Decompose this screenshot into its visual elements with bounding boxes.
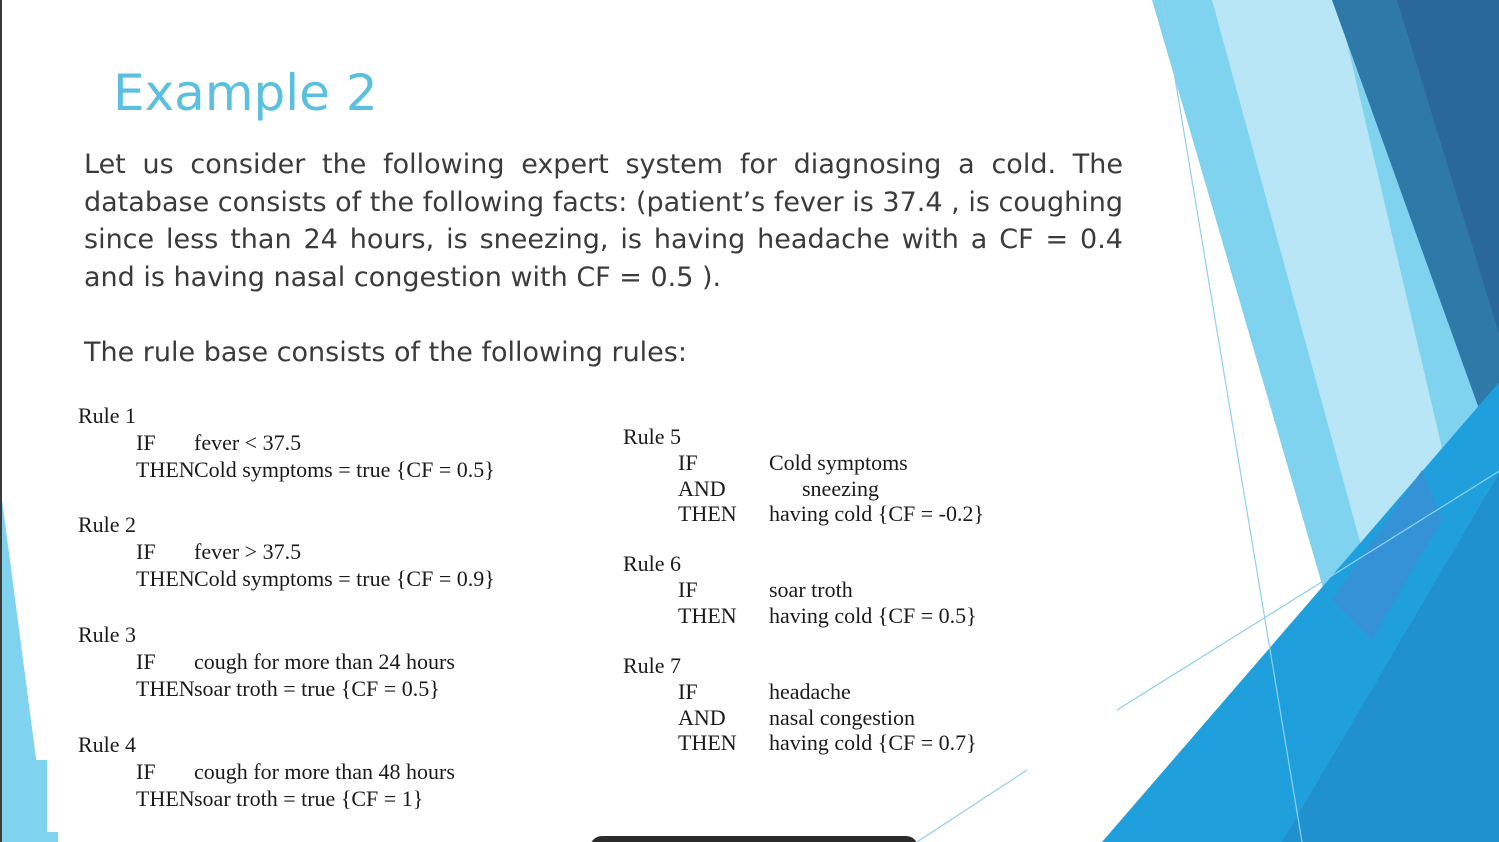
- rule-4: [78, 731, 455, 812]
- rule-clause: soar troth = true {CF = 0.5}: [194, 676, 440, 701]
- rule-keyword: THEN: [678, 501, 737, 527]
- rule-line: [78, 538, 495, 565]
- rule-label: Rule 3: [78, 622, 137, 647]
- rule-line: [78, 456, 495, 483]
- rule-clause: soar troth = true {CF = 1}: [194, 786, 424, 811]
- rule-1: [78, 402, 495, 483]
- rule-5: [623, 423, 984, 527]
- rule-line: [78, 785, 455, 812]
- rule-6: [623, 550, 977, 628]
- rule-keyword: IF: [678, 450, 698, 475]
- rule-keyword: AND: [678, 475, 726, 501]
- rule-clause: Cold symptoms = true {CF = 0.9}: [194, 566, 495, 591]
- rule-keyword: THEN: [136, 786, 195, 811]
- rule-keyword: IF: [136, 430, 156, 455]
- rule-clause: cough for more than 48 hours: [194, 759, 455, 784]
- rule-clause: having cold {CF = 0.7}: [769, 730, 977, 756]
- rule-keyword: THEN: [678, 602, 737, 628]
- rule-clause: nasal congestion: [769, 704, 916, 730]
- rule-clause: fever < 37.5: [194, 430, 302, 455]
- rule-keyword: THEN: [678, 730, 737, 756]
- rule-keyword: IF: [678, 679, 698, 704]
- rule-clause: cough for more than 24 hours: [194, 649, 455, 674]
- rule-clause: having cold {CF = 0.5}: [769, 602, 977, 628]
- rule-line: [78, 675, 455, 702]
- rule-line: [623, 476, 984, 502]
- rule-line: [623, 577, 977, 603]
- rule-label: Rule 7: [623, 653, 682, 678]
- rule-clause: soar troth: [769, 577, 853, 602]
- rule-label: Rule 1: [78, 403, 137, 428]
- rule-base-intro: The rule base consists of the following rules:: [84, 337, 687, 368]
- rule-line: [623, 450, 984, 476]
- rule-line: [78, 429, 495, 456]
- rule-clause: sneezing: [802, 475, 879, 501]
- rule-label: Rule 2: [78, 512, 137, 537]
- intro-paragraph: Let us consider the following expert system for diagnosing a cold. The database consists of the following facts: (patient’s fever is 37.4 , is coughing since less than 24 hours, is sneezing, is having headache with a CF = 0.4 and is having nasal congestion with CF = 0.5 ).: [84, 149, 1123, 293]
- slide-title: Example 2: [113, 64, 378, 122]
- rule-keyword: IF: [136, 759, 156, 784]
- rule-label: Rule 6: [623, 551, 682, 576]
- rule-keyword: THEN: [136, 566, 195, 591]
- rule-clause: fever > 37.5: [194, 539, 302, 564]
- rule-keyword: IF: [136, 649, 156, 674]
- rule-clause: Cold symptoms = true {CF = 0.5}: [194, 457, 495, 482]
- rule-line: [78, 758, 455, 785]
- rule-clause: having cold {CF = -0.2}: [769, 501, 985, 527]
- deco-left-foot: [2, 832, 58, 842]
- rule-keyword: THEN: [136, 457, 195, 482]
- rule-line: [623, 705, 977, 731]
- rule-line: [623, 501, 984, 527]
- rule-line: [623, 730, 977, 756]
- rule-keyword: THEN: [136, 676, 195, 701]
- rule-line: [78, 648, 455, 675]
- rule-7: [623, 652, 977, 756]
- rule-label: Rule 4: [78, 732, 137, 757]
- rule-keyword: IF: [136, 539, 156, 564]
- presentation-toolbar[interactable]: [590, 836, 918, 842]
- rule-clause: Cold symptoms: [769, 450, 908, 475]
- rule-line: [623, 679, 977, 705]
- rule-clause: headache: [769, 679, 851, 704]
- rule-line: [78, 565, 495, 592]
- rule-3: [78, 621, 455, 702]
- rule-keyword: AND: [678, 704, 726, 730]
- rule-label: Rule 5: [623, 424, 682, 449]
- deco-thin-line-3: [917, 770, 1027, 842]
- deco-left-bar: [2, 760, 47, 842]
- rule-2: [78, 511, 495, 592]
- rule-line: [623, 603, 977, 629]
- rule-keyword: IF: [678, 577, 698, 602]
